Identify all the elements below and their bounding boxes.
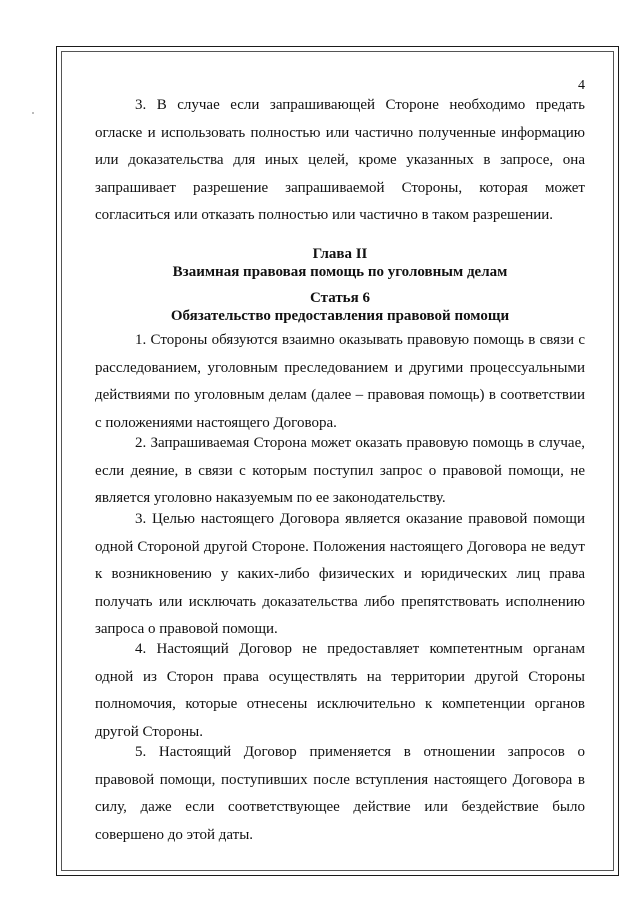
article-paragraph-5-block [95,739,585,849]
article-paragraph: 5. Настоящий Договор применяется в отношении запросов о правовой помощи, поступивших после вступления настоящего Договора в силу, даже если соответствующее действие или бездействие было совершено до этой даты. [95,744,585,843]
page-number: 4 [578,78,585,93]
article-paragraph: 2. Запрашиваемая Сторона может оказать правовую помощь в случае, если деяние, в связи с которым поступил запрос о правовой помощи, не является уголовно наказуемым по ее законодательству. [95,435,585,506]
article-paragraph: 1. Стороны обязуются взаимно оказывать правовую помощь в связи с расследованием, уголовным преследованием и другими процессуальными действиями по уголовным делам (далее – правовая помощь) в соответствии с положениями настоящего Договора. [95,332,585,431]
intro-paragraph: 3. В случае если запрашивающей Стороне необходимо предать огласке и использовать полностью или частично полученные информацию или доказательства для иных целей, кроме указанных в запросе, она запрашивает разрешение запрашиваемой Стороны, которая может согласиться или отказать полностью или частично в таком разрешении. [95,97,585,223]
article-paragraph-2-block [95,430,585,513]
intro-paragraph-block [95,92,585,230]
article-paragraph-3-block [95,506,585,644]
article-label: Статья 6 [310,290,370,306]
article-paragraph-4-block [95,636,585,746]
article-paragraph: 3. Целью настоящего Договора является оказание правовой помощи одной Стороной другой Стороне. Положения настоящего Договора не ведут к возникновению у каких-либо физических и юридических лиц права получать или исключать доказательства либо препятствовать исполнению запроса о правовой помощи. [95,511,585,637]
chapter-label: Глава II [312,246,368,262]
margin-mark [32,112,34,114]
article-title: Обязательство предоставления правовой помощи [170,308,510,324]
article-paragraph: 4. Настоящий Договор не предоставляет компетентным органам одной из Сторон права осуществлять на территории другой Стороны полномочия, которые отнесены исключительно к компетенции органов другой Стороны. [95,641,585,740]
article-paragraph-1-block [95,327,585,437]
chapter-title: Взаимная правовая помощь по уголовным делам [172,264,508,280]
